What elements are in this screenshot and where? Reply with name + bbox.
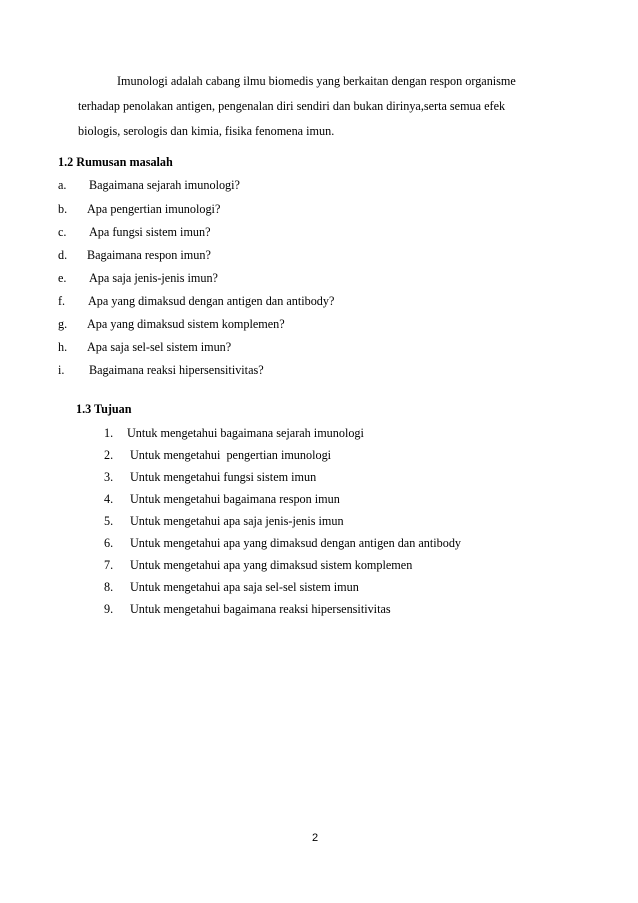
intro-line-3: biologis, serologis dan kimia, fisika fenomena imun. [78, 124, 335, 138]
rumusan-item: Bagaimana reaksi hipersensitivitas? [89, 363, 264, 377]
rumusan-item: Bagaimana sejarah imunologi? [89, 178, 240, 192]
rumusan-item: Apa saja sel-sel sistem imun? [87, 340, 232, 354]
tujuan-marker: 3. [104, 470, 114, 484]
tujuan-marker: 5. [104, 514, 114, 528]
rumusan-marker: a. [58, 178, 67, 192]
tujuan-item: Untuk mengetahui bagaimana reaksi hipersensitivitas [130, 602, 391, 616]
tujuan-item: Untuk mengetahui bagaimana sejarah imunologi [127, 426, 364, 440]
rumusan-marker: d. [58, 248, 68, 262]
tujuan-marker: 2. [104, 448, 114, 462]
tujuan-marker: 4. [104, 492, 114, 506]
rumusan-marker: i. [58, 363, 65, 377]
rumusan-marker: f. [58, 294, 66, 308]
tujuan-marker: 6. [104, 536, 114, 550]
rumusan-item: Apa fungsi sistem imun? [89, 225, 211, 239]
rumusan-marker: h. [58, 340, 68, 354]
tujuan-heading: 1.3 Tujuan [76, 402, 132, 416]
rumusan-marker: e. [58, 271, 67, 285]
tujuan-item: Untuk mengetahui apa saja sel-sel sistem imun [130, 580, 359, 594]
tujuan-marker: 1. [104, 426, 114, 440]
tujuan-item: Untuk mengetahui pengertian imunologi [130, 448, 332, 462]
rumusan-item: Apa yang dimaksud dengan antigen dan antibody? [88, 294, 335, 308]
tujuan-item: Untuk mengetahui apa yang dimaksud sistem komplemen [130, 558, 413, 572]
tujuan-marker: 7. [104, 558, 114, 572]
rumusan-marker: g. [58, 317, 68, 331]
rumusan-item: Apa pengertian imunologi? [87, 202, 221, 216]
intro-line-1: Imunologi adalah cabang ilmu biomedis yang berkaitan dengan respon organisme [117, 74, 516, 88]
rumusan-marker: b. [58, 202, 68, 216]
tujuan-item: Untuk mengetahui apa saja jenis-jenis imun [130, 514, 344, 528]
tujuan-item: Untuk mengetahui bagaimana respon imun [130, 492, 340, 506]
tujuan-item: Untuk mengetahui apa yang dimaksud dengan antigen dan antibody [130, 536, 462, 550]
page-number: 2 [312, 832, 319, 844]
rumusan-item: Apa yang dimaksud sistem komplemen? [87, 317, 285, 331]
tujuan-marker: 9. [104, 602, 114, 616]
rumusan-heading: 1.2 Rumusan masalah [58, 155, 173, 169]
intro-line-2: terhadap penolakan antigen, pengenalan diri sendiri dan bukan dirinya,serta semua efek [78, 99, 506, 113]
tujuan-item: Untuk mengetahui fungsi sistem imun [130, 470, 317, 484]
tujuan-marker: 8. [104, 580, 114, 594]
rumusan-marker: c. [58, 225, 67, 239]
rumusan-item: Apa saja jenis-jenis imun? [89, 271, 218, 285]
rumusan-item: Bagaimana respon imun? [87, 248, 211, 262]
